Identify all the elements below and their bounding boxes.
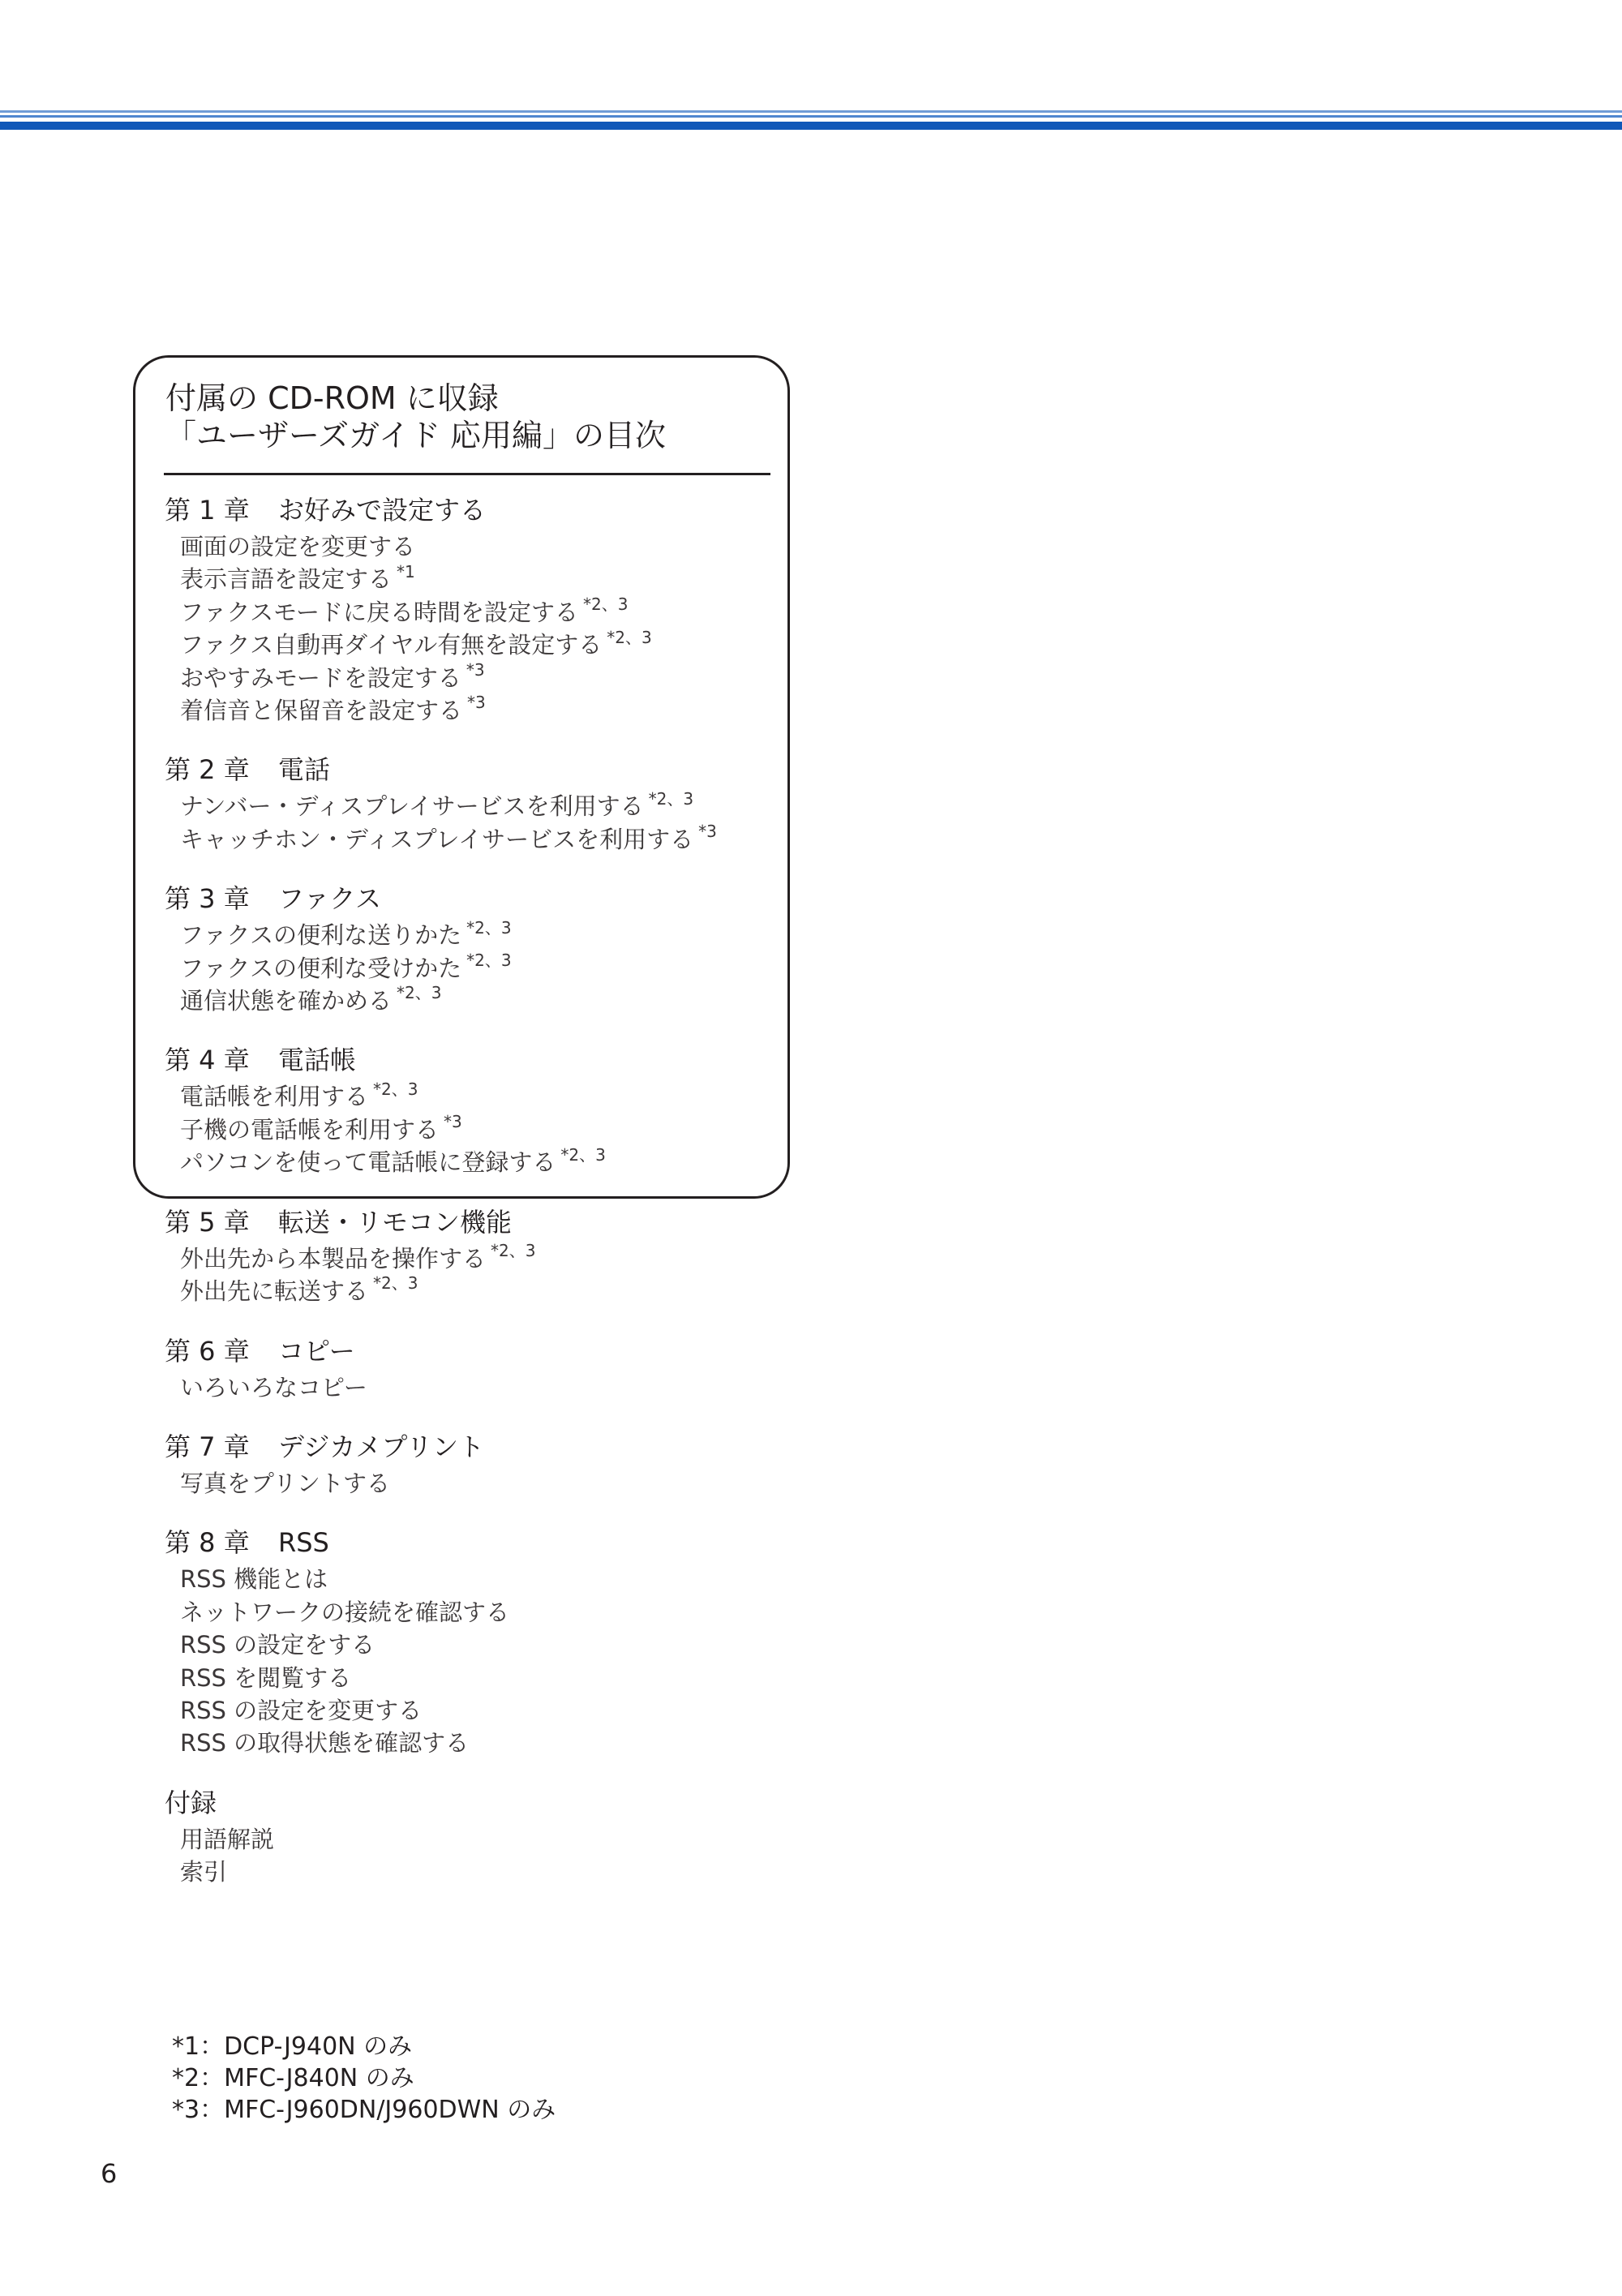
toc-item-text: 画面の設定を変更する xyxy=(180,533,416,560)
toc-item xyxy=(165,596,781,629)
appendix xyxy=(165,1784,781,1889)
chapter-3 xyxy=(165,880,781,1017)
chapter-1 xyxy=(165,491,781,727)
chapter-heading xyxy=(165,1204,781,1241)
toc-item xyxy=(165,1694,781,1727)
toc-item xyxy=(165,985,781,1017)
chapter-title: 電話 xyxy=(278,754,331,786)
header-rule-thin-top xyxy=(0,110,1622,113)
chapter-heading xyxy=(165,491,781,529)
toc-title-line1: 付属の CD-ROM に収録 xyxy=(165,380,499,416)
toc-item-text: 用語解説 xyxy=(180,1825,275,1853)
toc-item-note: *3 xyxy=(444,1112,462,1132)
chapter-heading xyxy=(165,880,781,917)
header-rule-thin-middle xyxy=(0,115,1622,118)
toc-item-note: *3 xyxy=(466,659,485,680)
toc-item-text: ファクスモードに戻る時間を設定する xyxy=(180,598,578,626)
chapter-7 xyxy=(165,1428,781,1500)
toc-item-text: RSS の設定を変更する xyxy=(180,1696,423,1724)
chapter-number: 第 1 章 xyxy=(165,495,250,526)
toc-item xyxy=(165,1727,781,1759)
toc-item xyxy=(165,629,781,661)
toc-item xyxy=(165,952,781,985)
toc-item xyxy=(165,1146,781,1178)
chapter-number: 第 7 章 xyxy=(165,1431,250,1462)
chapter-title: デジカメプリント xyxy=(278,1431,485,1462)
toc-item-note: *2、3 xyxy=(582,594,629,615)
chapter-title: 転送・リモコン機能 xyxy=(278,1206,513,1238)
chapter-heading xyxy=(165,1041,781,1079)
chapter-title: 電話帳 xyxy=(278,1045,357,1076)
toc-item-note: *2、3 xyxy=(607,627,652,647)
toc-item-text: RSS 機能とは xyxy=(180,1565,328,1594)
chapter-number: 第 5 章 xyxy=(165,1206,250,1238)
chapter-2 xyxy=(165,751,781,856)
toc-item xyxy=(165,1596,781,1629)
toc-item-text: 表示言語を設定する xyxy=(180,565,393,594)
toc-item-text: ファクスの便利な受けかた xyxy=(180,954,462,982)
toc-item-note: *2、3 xyxy=(466,951,512,970)
toc-item-text: 子機の電話帳を利用する xyxy=(180,1115,440,1144)
chapter-title: コピー xyxy=(278,1335,355,1367)
toc-item-text: おやすみモードを設定する xyxy=(180,663,461,692)
toc-item xyxy=(165,694,781,727)
toc-item-text: キャッチホン・ディスプレイサービスを利用する xyxy=(180,825,694,853)
chapter-heading xyxy=(165,1524,781,1561)
toc-item-note: *2、3 xyxy=(560,1144,606,1165)
toc-body xyxy=(165,491,781,1913)
toc-item-text: RSS の設定をする xyxy=(180,1631,375,1659)
toc-item xyxy=(165,1275,781,1307)
toc-item xyxy=(165,1563,781,1595)
toc-item-text: RSS を閲覧する xyxy=(180,1663,352,1692)
toc-item xyxy=(165,790,781,822)
footnote: *2：MFC-J840N のみ xyxy=(172,2064,414,2092)
toc-item-note: *2、3 xyxy=(648,788,694,809)
toc-item xyxy=(165,1114,781,1146)
toc-item-note: *2、3 xyxy=(373,1273,418,1294)
toc-item-text: 索引 xyxy=(180,1858,228,1886)
chapter-title: RSS xyxy=(278,1527,329,1559)
chapter-4 xyxy=(165,1041,781,1178)
toc-item xyxy=(165,1371,781,1404)
page-number: 6 xyxy=(101,2158,118,2189)
toc-item-note: *2、3 xyxy=(491,1241,536,1261)
toc-item xyxy=(165,1823,781,1856)
chapter-number: 第 8 章 xyxy=(165,1527,250,1559)
toc-item xyxy=(165,1080,781,1113)
toc-item xyxy=(165,919,781,951)
toc-item xyxy=(165,530,781,563)
toc-item-text: 電話帳を利用する xyxy=(180,1083,369,1111)
chapter-heading xyxy=(165,1428,781,1466)
toc-item-note: *2、3 xyxy=(373,1079,418,1099)
toc-item-text: ネットワークの接続を確認する xyxy=(180,1598,510,1626)
toc-item-text: ファクス自動再ダイヤル有無を設定する xyxy=(180,631,603,659)
toc-item xyxy=(165,1629,781,1661)
toc-item xyxy=(165,1856,781,1888)
toc-item-note: *2、3 xyxy=(397,983,442,1003)
chapter-6 xyxy=(165,1333,781,1404)
chapter-number: 第 6 章 xyxy=(165,1335,250,1367)
chapter-8 xyxy=(165,1524,781,1759)
appendix-heading: 付録 xyxy=(165,1787,217,1818)
chapter-number: 第 2 章 xyxy=(165,754,250,786)
footnote: *3：MFC-J960DN/J960DWN のみ xyxy=(172,2096,556,2124)
chapter-title: お好みで設定する xyxy=(278,495,487,526)
chapter-number: 第 4 章 xyxy=(165,1045,250,1076)
toc-title-rule xyxy=(164,473,770,475)
toc-item-note: *3 xyxy=(698,822,717,842)
chapter-heading xyxy=(165,1333,781,1370)
toc-item-text: 写真をプリントする xyxy=(180,1469,390,1497)
footnote: *1：DCP-J940N のみ xyxy=(172,2032,413,2061)
toc-item-note: *3 xyxy=(467,693,486,713)
toc-item xyxy=(165,1467,781,1500)
toc-title-line2: 「ユーザーズガイド 応用編」の目次 xyxy=(165,418,667,453)
toc-item-text: 外出先に転送する xyxy=(180,1277,369,1306)
header-rule-thick xyxy=(0,122,1622,130)
chapter-title: ファクス xyxy=(278,883,382,915)
toc-item xyxy=(165,659,781,694)
chapter-number: 第 3 章 xyxy=(165,883,250,915)
toc-item xyxy=(165,823,781,856)
toc-item-text: RSS の取得状態を確認する xyxy=(180,1729,470,1757)
toc-item-text: ファクスの便利な送りかた xyxy=(180,921,462,950)
toc-item xyxy=(165,1662,781,1694)
toc-item-text: パソコンを使って電話帳に登録する xyxy=(180,1148,556,1177)
toc-item-text: いろいろなコピー xyxy=(180,1373,367,1401)
footnotes xyxy=(172,2031,788,2126)
chapter-heading xyxy=(165,751,781,788)
toc-title xyxy=(165,380,782,454)
toc-item-text: 着信音と保留音を設定する xyxy=(180,697,463,725)
toc-item xyxy=(165,1242,781,1275)
chapter-5 xyxy=(165,1204,781,1308)
toc-item-note: *1 xyxy=(397,561,415,582)
toc-item xyxy=(165,563,781,595)
toc-item-text: 外出先から本製品を操作する xyxy=(180,1244,487,1272)
toc-item-text: ナンバー・ディスプレイサービスを利用する xyxy=(180,792,644,821)
toc-item-note: *2、3 xyxy=(466,917,512,938)
toc-item-text: 通信状態を確かめる xyxy=(180,987,393,1015)
